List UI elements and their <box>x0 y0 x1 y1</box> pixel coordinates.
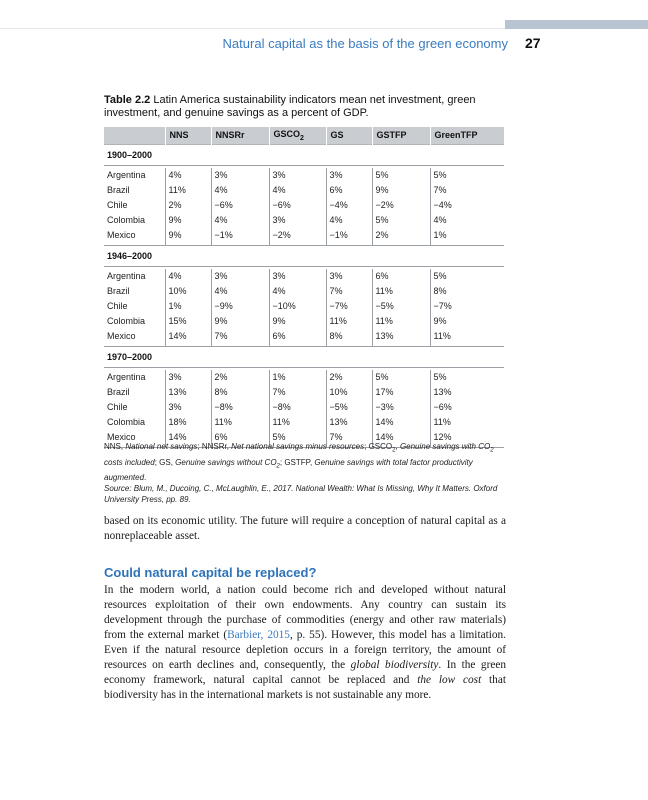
emphasis-text: global biodiversity <box>350 659 439 671</box>
table-row <box>104 168 504 183</box>
value-cell: 3% <box>269 269 326 284</box>
value-cell: 11% <box>372 284 430 299</box>
column-header: GreenTFP <box>430 127 504 144</box>
value-cell: −6% <box>211 198 269 213</box>
value-cell: 1% <box>430 228 504 246</box>
page-number: 27 <box>525 35 541 51</box>
column-header: GSTFP <box>372 127 430 144</box>
value-cell: 4% <box>165 269 211 284</box>
value-cell: −5% <box>372 299 430 314</box>
country-cell: Brazil <box>107 185 130 195</box>
value-cell: 14% <box>165 430 211 448</box>
value-cell: 13% <box>372 329 430 347</box>
value-cell: 4% <box>211 284 269 299</box>
value-cell: 5% <box>430 370 504 385</box>
country-cell: Chile <box>107 200 128 210</box>
column-header: NNSRr <box>211 127 269 144</box>
value-cell: 14% <box>372 415 430 430</box>
value-cell: 4% <box>211 183 269 198</box>
value-cell: 13% <box>326 415 372 430</box>
value-cell: 8% <box>211 385 269 400</box>
value-cell: 14% <box>165 329 211 347</box>
paragraph-text: . In the green economy framework, natural capital cannot be replaced and <box>104 659 507 686</box>
header-bar <box>0 0 648 30</box>
country-cell: Chile <box>107 301 128 311</box>
value-cell: 7% <box>430 183 504 198</box>
period-label: 1946–2000 <box>107 250 153 261</box>
value-cell: 4% <box>211 213 269 228</box>
table-abbreviations-note: NNS, National net savings; NNSRr, Net national savings minus resources; $GSCO_2$, Genuine savings with $CO_2$ costs included; GS, Genuine savings without $CO_2$; GSTFP, Genuine savings with total factor productivity augmented. <box>104 442 494 483</box>
emphasis-text: the low cost <box>417 674 482 686</box>
value-cell: −7% <box>430 299 504 314</box>
value-cell: −1% <box>211 228 269 246</box>
value-cell: 8% <box>430 284 504 299</box>
value-cell: −10% <box>269 299 326 314</box>
table-body <box>104 144 504 448</box>
section-heading: Could natural capital be replaced? <box>104 565 317 580</box>
column-header: NNS <box>165 127 211 144</box>
table-row <box>104 213 504 228</box>
table-source-note: Source: Blum, M., Ducoing, C., McLaughlin, E., 2017. National Wealth: What Is Missing, Why It Matters. Oxford University Press, pp. 89. <box>104 484 498 505</box>
value-cell: 18% <box>165 415 211 430</box>
value-cell: 6% <box>372 269 430 284</box>
table-row <box>104 415 504 430</box>
value-cell: 5% <box>430 168 504 183</box>
table-row <box>104 198 504 213</box>
value-cell: −4% <box>430 198 504 213</box>
value-cell: 6% <box>211 430 269 448</box>
column-header-subscript: 2 <box>300 134 304 142</box>
value-cell: 4% <box>269 284 326 299</box>
value-cell: 5% <box>269 430 326 448</box>
country-cell: Brazil <box>107 387 130 397</box>
value-cell: −8% <box>269 400 326 415</box>
country-cell: Brazil <box>107 286 130 296</box>
column-header <box>269 127 326 144</box>
value-cell: −9% <box>211 299 269 314</box>
table-row <box>104 400 504 415</box>
value-cell: −1% <box>326 228 372 246</box>
value-cell: 3% <box>211 269 269 284</box>
value-cell: 3% <box>165 400 211 415</box>
value-cell: 11% <box>372 314 430 329</box>
value-cell: 3% <box>165 370 211 385</box>
value-cell: 1% <box>165 299 211 314</box>
value-cell: 10% <box>326 385 372 400</box>
table-row <box>104 385 504 400</box>
value-cell: 4% <box>430 213 504 228</box>
value-cell: 1% <box>269 370 326 385</box>
column-header <box>104 127 165 144</box>
value-cell: 3% <box>326 269 372 284</box>
period-row <box>104 144 504 165</box>
table-row <box>104 314 504 329</box>
paragraph-text: , p. 55). However, this model has a limitation. Even if the natural resource depletion occurs in a foreign territory, the amount of resources on earth declines and, consequently, the <box>104 629 506 671</box>
table-row <box>104 269 504 284</box>
value-cell: 7% <box>211 329 269 347</box>
value-cell: 3% <box>326 168 372 183</box>
country-cell: Mexico <box>107 331 136 341</box>
value-cell: 5% <box>372 370 430 385</box>
value-cell: 9% <box>430 314 504 329</box>
table-label: Table 2.2 <box>104 94 151 106</box>
table-row <box>104 183 504 198</box>
period-label: 1970–2000 <box>107 351 153 362</box>
value-cell: −6% <box>430 400 504 415</box>
table-row <box>104 284 504 299</box>
value-cell: 11% <box>211 415 269 430</box>
table-row <box>104 228 504 246</box>
value-cell: 7% <box>326 284 372 299</box>
table-row <box>104 370 504 385</box>
table-caption <box>104 94 504 120</box>
period-label: 1900–2000 <box>104 144 504 165</box>
value-cell: 10% <box>165 284 211 299</box>
value-cell: 9% <box>372 183 430 198</box>
value-cell: 3% <box>269 213 326 228</box>
column-header-text: GSCO <box>273 128 301 139</box>
period-row <box>104 246 504 267</box>
value-cell: 8% <box>326 329 372 347</box>
table-row <box>104 329 504 347</box>
value-cell: 14% <box>372 430 430 448</box>
table-caption-text: Latin America sustainability indicators mean net investment, green investment, and genuine savings as a percent of GDP. <box>104 94 476 119</box>
value-cell: 9% <box>165 213 211 228</box>
country-cell: Mexico <box>107 230 136 240</box>
country-cell: Colombia <box>107 316 146 326</box>
country-cell: Argentina <box>107 271 146 281</box>
column-header: GS <box>326 127 372 144</box>
citation-link[interactable]: Barbier, 2015 <box>227 629 290 641</box>
value-cell: 3% <box>269 168 326 183</box>
value-cell: 9% <box>211 314 269 329</box>
value-cell: −2% <box>269 228 326 246</box>
value-cell: 9% <box>269 314 326 329</box>
country-cell: Chile <box>107 402 128 412</box>
value-cell: 6% <box>326 183 372 198</box>
value-cell: 4% <box>165 168 211 183</box>
value-cell: 5% <box>430 269 504 284</box>
value-cell: 9% <box>165 228 211 246</box>
value-cell: −7% <box>326 299 372 314</box>
value-cell: 5% <box>372 213 430 228</box>
value-cell: 12% <box>430 430 504 448</box>
value-cell: 3% <box>211 168 269 183</box>
paragraph-text: In the modern world, a nation could become rich and developed without natural resources exploitation of their own endowments. Any country can sustain its development through the purchase of commodities (energy and other raw materials) from the external market ( <box>104 584 506 641</box>
value-cell: 11% <box>326 314 372 329</box>
value-cell: −4% <box>326 198 372 213</box>
value-cell: 6% <box>269 329 326 347</box>
country-cell: Colombia <box>107 417 146 427</box>
value-cell: 2% <box>372 228 430 246</box>
value-cell: 4% <box>326 213 372 228</box>
value-cell: 11% <box>430 415 504 430</box>
paragraph-text: that biodiversity has in the international markets is not sustainable any more. <box>104 674 506 701</box>
body-paragraph-1: based on its economic utility. The future will require a conception of natural capital as a nonreplaceable asset. <box>104 515 506 542</box>
value-cell: 7% <box>269 385 326 400</box>
value-cell: −3% <box>372 400 430 415</box>
value-cell: 7% <box>326 430 372 448</box>
value-cell: 2% <box>165 198 211 213</box>
period-row <box>104 347 504 368</box>
table-notes <box>104 441 504 505</box>
value-cell: −5% <box>326 400 372 415</box>
value-cell: 11% <box>269 415 326 430</box>
sustainability-table <box>104 127 504 448</box>
value-cell: 2% <box>211 370 269 385</box>
body-paragraph-2 <box>104 583 506 703</box>
value-cell: −2% <box>372 198 430 213</box>
value-cell: 2% <box>326 370 372 385</box>
table-row <box>104 299 504 314</box>
value-cell: 5% <box>372 168 430 183</box>
running-title: Natural capital as the basis of the green economy <box>222 36 508 51</box>
value-cell: 11% <box>165 183 211 198</box>
value-cell: −8% <box>211 400 269 415</box>
value-cell: 11% <box>430 329 504 347</box>
table-header-row <box>104 127 504 144</box>
value-cell: −6% <box>269 198 326 213</box>
value-cell: 13% <box>165 385 211 400</box>
country-cell: Colombia <box>107 215 146 225</box>
header-accent-bar <box>505 20 648 29</box>
value-cell: 17% <box>372 385 430 400</box>
country-cell: Mexico <box>107 432 136 442</box>
value-cell: 13% <box>430 385 504 400</box>
country-cell: Argentina <box>107 372 146 382</box>
value-cell: 15% <box>165 314 211 329</box>
value-cell: 4% <box>269 183 326 198</box>
country-cell: Argentina <box>107 170 146 180</box>
